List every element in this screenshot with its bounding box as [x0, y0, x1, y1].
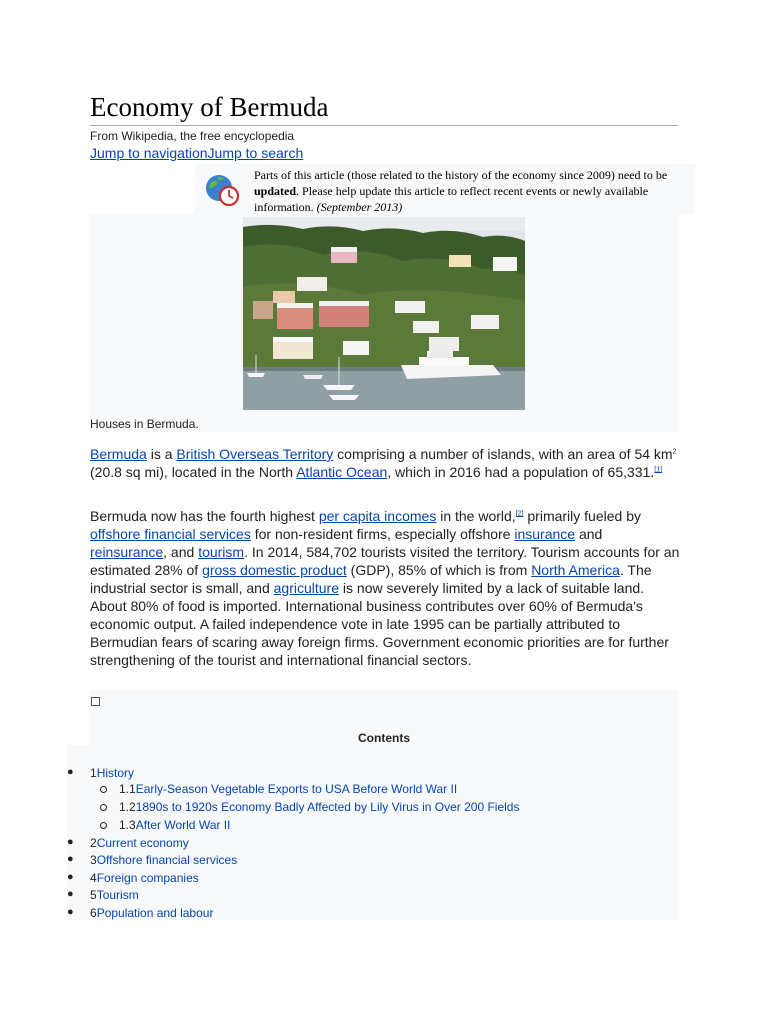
- toc-title: Contents: [358, 731, 410, 745]
- superscript-two: 2: [672, 448, 677, 456]
- paragraph-text: is now severely limited by a lack of suitable land. About 80% of food is imported. International business contributes over 60% of Bermuda's economic output. A failed independence vote in late 1995 can be partially attributed to Bermudian fears of scaring away foreign firms. Government economic priorities are for further strengthening of the tourist and international financial sectors.: [90, 580, 669, 668]
- toc-number: 1.2: [119, 800, 136, 814]
- toc-link[interactable]: Current economy: [96, 836, 189, 850]
- notice-date: (September 2013): [316, 200, 403, 214]
- toc-item-history[interactable]: [90, 766, 134, 780]
- bermuda-link[interactable]: Bermuda: [90, 446, 147, 462]
- paragraph-text: and: [575, 526, 603, 542]
- bullet-icon: ●: [67, 888, 74, 900]
- per-capita-incomes-link[interactable]: per capita incomes: [318, 508, 437, 524]
- tourism-link[interactable]: tourism: [198, 544, 245, 560]
- toc-number: 3: [90, 853, 97, 867]
- toc-link[interactable]: Offshore financial services: [96, 853, 238, 867]
- paragraph-text: is a: [146, 446, 177, 462]
- toc-item-after-ww2[interactable]: [119, 818, 230, 832]
- toc-toggle-checkbox[interactable]: [91, 697, 100, 706]
- notice-bold-word: updated: [254, 184, 297, 198]
- paragraph-text: (GDP), 85% of which is from: [346, 562, 532, 578]
- toc-item-foreign-companies[interactable]: [90, 871, 199, 885]
- atlantic-ocean-link[interactable]: Atlantic Ocean: [296, 464, 388, 480]
- bullet-icon: ●: [67, 766, 74, 778]
- paragraph-text: Bermuda now has the fourth highest: [90, 508, 319, 524]
- paragraph-text: (20.8 sq mi), located in the North: [90, 464, 297, 480]
- figure-caption: Houses in Bermuda.: [90, 417, 199, 431]
- toc-link[interactable]: Early-Season Vegetable Exports to USA Before World War II: [135, 782, 458, 796]
- toc-link[interactable]: 1890s to 1920s Economy Badly Affected by Lily Virus in Over 200 Fields: [135, 800, 520, 814]
- paragraph-text: . In 2014, 584,702 tourists visited the territory. Tourism accounts for an estimated 28% of: [90, 544, 680, 578]
- jump-to-navigation-link[interactable]: Jump to navigation: [90, 145, 208, 161]
- toc-number: 1.1: [119, 782, 136, 796]
- paragraph-text: for non-resident firms, especially offshore: [250, 526, 515, 542]
- paragraph-text: , which in 2016 had a population of 65,331.: [387, 464, 655, 480]
- agriculture-link[interactable]: agriculture: [273, 580, 340, 596]
- bullet-icon: ●: [67, 871, 74, 883]
- toc-number: 6: [90, 906, 97, 920]
- reference-1-link[interactable]: [1]: [654, 466, 663, 474]
- toc-item-vegetable-exports[interactable]: [119, 782, 457, 796]
- paragraph-text: in the world,: [436, 508, 516, 524]
- toc-item-current-economy[interactable]: [90, 836, 189, 850]
- bullet-icon: ●: [67, 906, 74, 918]
- page-title: Economy of Bermuda: [90, 92, 329, 122]
- north-america-link[interactable]: North America: [531, 562, 620, 578]
- update-notice-box: [195, 164, 695, 214]
- circle-bullet-icon: [100, 804, 107, 811]
- paragraph-text: , and: [163, 544, 199, 560]
- toc-number: 4: [90, 871, 97, 885]
- toc-item-lily-virus[interactable]: [119, 800, 519, 814]
- reference-2-link[interactable]: [2]: [515, 510, 524, 518]
- bermuda-houses-photo: [243, 217, 525, 410]
- insurance-link[interactable]: insurance: [514, 526, 576, 542]
- intro-paragraph: [90, 445, 680, 481]
- jump-to-search-link[interactable]: Jump to search: [207, 145, 304, 161]
- toc-link[interactable]: Foreign companies: [96, 871, 199, 885]
- toc-number: 5: [90, 888, 97, 902]
- economy-paragraph: [90, 507, 680, 669]
- offshore-financial-services-link[interactable]: offshore financial services: [90, 526, 251, 542]
- toc-number: 2: [90, 836, 97, 850]
- toc-link[interactable]: History: [96, 766, 135, 780]
- site-tagline: From Wikipedia, the free encyclopedia: [90, 129, 295, 143]
- toc-number: 1.3: [119, 818, 136, 832]
- paragraph-text: comprising a number of islands, with an area of 54 km: [333, 446, 673, 462]
- update-notice-text: [254, 167, 684, 215]
- jump-links: [90, 145, 303, 161]
- toc-link[interactable]: Population and labour: [96, 906, 214, 920]
- clock-globe-icon: [204, 171, 240, 207]
- bullet-icon: ●: [67, 853, 74, 865]
- gross-domestic-product-link[interactable]: gross domestic product: [202, 562, 347, 578]
- paragraph-text: . The industrial sector is small, and: [90, 562, 652, 596]
- toc-number: 1: [90, 766, 97, 780]
- circle-bullet-icon: [100, 822, 107, 829]
- notice-text-part: Parts of this article (those related to the history of the economy since 2009) need to be: [254, 168, 668, 182]
- notice-text-part: . Please help update this article to reflect recent events or newly available information.: [254, 184, 649, 214]
- bullet-icon: ●: [67, 836, 74, 848]
- title-divider: [90, 125, 678, 126]
- toc-item-offshore[interactable]: [90, 853, 237, 867]
- paragraph-text: primarily fueled by: [523, 508, 641, 524]
- toc-item-tourism[interactable]: [90, 888, 139, 902]
- toc-item-population[interactable]: [90, 906, 213, 920]
- toc-link[interactable]: After World War II: [135, 818, 231, 832]
- reinsurance-link[interactable]: reinsurance: [90, 544, 164, 560]
- circle-bullet-icon: [100, 786, 107, 793]
- toc-link[interactable]: Tourism: [96, 888, 139, 902]
- british-overseas-territory-link[interactable]: British Overseas Territory: [176, 446, 334, 462]
